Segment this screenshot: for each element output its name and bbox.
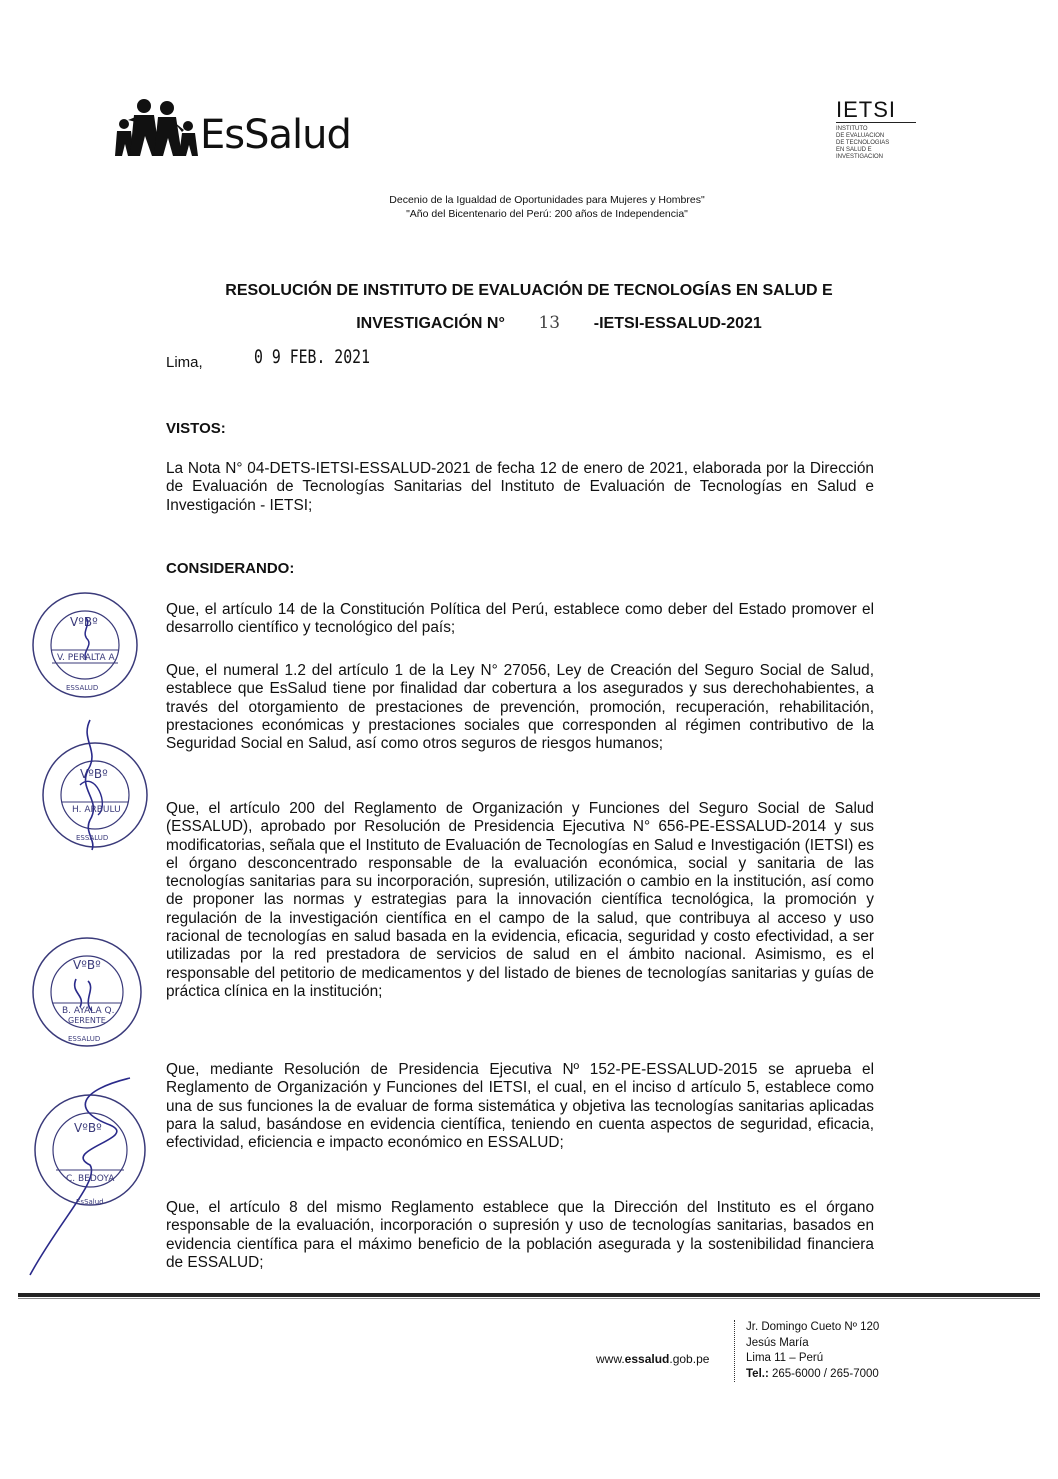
phone-value: 265-6000 / 265-7000 — [768, 1367, 879, 1380]
motto-line-2: "Año del Bicentenario del Perú: 200 años de Independencia" — [406, 208, 688, 220]
address-line: Lima 11 – Perú — [746, 1352, 824, 1364]
ietsi-sub-line: INVESTIGACION — [836, 154, 884, 160]
stamp-vb: VºBº — [74, 1121, 102, 1135]
approval-stamp-peralta — [30, 590, 140, 700]
ietsi-name: IETSI — [836, 98, 916, 123]
footer-divider — [734, 1320, 735, 1382]
stamp-bottom: EsSalud — [76, 1198, 104, 1206]
stamp-vb: VºBº — [73, 958, 101, 972]
approval-stamp-arbulu — [40, 710, 150, 870]
footer-address — [746, 1320, 879, 1382]
address-line: Jesús María — [746, 1336, 809, 1349]
considerando-heading: CONSIDERANDO: — [166, 560, 295, 577]
ietsi-sub-line: INSTITUTO — [836, 126, 868, 132]
vistos-text: La Nota N° 04-DETS-IETSI-ESSALUD-2021 de fecha 12 de enero de 2021, elaborada por la Dirección de Evaluación de Tecnologías Sanitarias del Instituto de Evaluación de Tecnologías en Salud e Investigación - IETSI; — [166, 460, 874, 514]
considerando-paragraph: Que, mediante Resolución de Presidencia Ejecutiva Nº 152-PE-ESSALUD-2015 se aprueba el Reglamento de Organización y Funciones del IETSI, el cual, en el inciso d artículo 5, establece como una de sus funciones la de evaluar de forma sistemática y objetiva las tecnologías sanitarias aplicadas para la salud, basándose en evidencia científica, teniendo en cuenta aspectos de seguridad, eficacia, efectividad, eficiencia e impacto económico en ESSALUD; — [166, 1061, 874, 1152]
stamp-name: C. BEDOYA — [66, 1174, 115, 1184]
considerando-paragraph: Que, el numeral 1.2 del artículo 1 de la Ley N° 27056, Ley de Creación del Seguro Social de Salud, establece que EsSalud tiene por finalidad dar cobertura a los asegurados y sus derechohabientes, a través del otorgamiento de prestaciones de prevención, promoción, recuperación, rehabilitación, prestaciones económicas y prestaciones sociales que corresponden al régimen contributivo de la Seguridad Social en Salud, así como otros seguros de riesgos humanos; — [166, 662, 874, 753]
considerando-paragraph: Que, el artículo 200 del Reglamento de Organización y Funciones del Seguro Social de Salud (ESSALUD), aprobado por Resolución de Presidencia Ejecutiva N° 656-PE-ESSALUD-2014 y sus modificatorias, señala que el Instituto de Evaluación de Tecnologías en Salud e Investigación (IETSI) es el órgano desconcentrado responsable de la evaluación económica, social y sanitaria de las tecnologías sanitarias para su incorporación, supresión, utilización o cambio en la institución, así como de proponer las normas y estrategias para la innovación científica tecnológica, la promoción y regulación de la investigación científica en el campo de la salud, que contribuya al acceso y uso racional de tecnologías en salud basada en la evidencia, eficacia, seguridad y costo efectividad, a ser utilizadas por la red prestadora de servicios de salud en el ámbito nacional. Asimismo, es el responsable del petitorio de medicamentos y del listado de bienes de tecnologías sanitarias y guías de práctica clínica en la institución; — [166, 800, 874, 1000]
phone-label: Tel.: — [746, 1367, 769, 1380]
ietsi-logo — [836, 98, 916, 161]
family-figures-icon — [112, 98, 198, 160]
title-line-2-suffix: -IETSI-ESSALUD-2021 — [593, 315, 762, 332]
stamp-name: V. PERALTA A. — [57, 653, 118, 663]
vistos-heading: VISTOS: — [166, 420, 226, 437]
stamp-bottom: ESSALUD — [76, 834, 109, 842]
handwritten-number: 13 — [538, 313, 561, 333]
resolution-title — [0, 275, 1058, 340]
stamp-name: B. AYALA Q. — [62, 1006, 115, 1016]
stamp-bottom: ESSALUD — [68, 1035, 101, 1043]
footer-website[interactable] — [596, 1352, 709, 1366]
stamp-name: H. ARBULU — [72, 805, 121, 815]
footer-rule-thin — [18, 1298, 1040, 1299]
title-line-1: RESOLUCIÓN DE INSTITUTO DE EVALUACIÓN DE TECNOLOGÍAS EN SALUD E — [225, 282, 833, 299]
ietsi-sub-line: EN SALUD E — [836, 147, 872, 153]
web-prefix: www. — [596, 1352, 625, 1366]
address-line: Jr. Domingo Cueto Nº 120 — [746, 1321, 880, 1333]
title-line-2 — [0, 307, 1058, 340]
ietsi-subtitle — [836, 126, 916, 161]
approval-stamp-ayala — [30, 935, 145, 1050]
ietsi-sub-line: DE TECNOLOGIAS — [836, 140, 890, 146]
approval-stamp-bedoya — [20, 1070, 150, 1280]
logo-text: EsSalud — [200, 112, 351, 158]
essalud-logo — [112, 96, 351, 160]
stamp-vb: VºBº — [70, 615, 98, 629]
web-suffix: .gob.pe — [669, 1352, 710, 1366]
phone-line — [746, 1367, 879, 1383]
date-stamp: 0 9 FEB. 2021 — [254, 346, 371, 368]
ietsi-sub-line: DE EVALUACION — [836, 133, 885, 139]
motto — [0, 193, 1058, 221]
stamp-bottom: ESSALUD — [66, 684, 99, 692]
stamp-role: GERENTE — [68, 1016, 106, 1025]
web-domain: essalud — [624, 1352, 670, 1366]
considerando-paragraph: Que, el artículo 8 del mismo Reglamento establece que la Dirección del Instituto es el órgano responsable de la evaluación, incorporación o supresión y uso de tecnologías sanitarias, basados en evidencia científica para el máximo beneficio de la población asegurada y la sostenibilidad financiera de ESSALUD; — [166, 1199, 874, 1271]
footer-rule — [18, 1293, 1040, 1297]
stamp-vb: VºBº — [80, 767, 108, 781]
motto-line-1: Decenio de la Igualdad de Oportunidades para Mujeres y Hombres" — [389, 194, 705, 206]
title-line-2-prefix: INVESTIGACIÓN N° — [356, 315, 505, 332]
place-label: Lima, — [166, 354, 203, 371]
considerando-paragraph: Que, el artículo 14 de la Constitución Política del Perú, establece como deber del Estado promover el desarrollo científico y tecnológico del país; — [166, 601, 874, 637]
